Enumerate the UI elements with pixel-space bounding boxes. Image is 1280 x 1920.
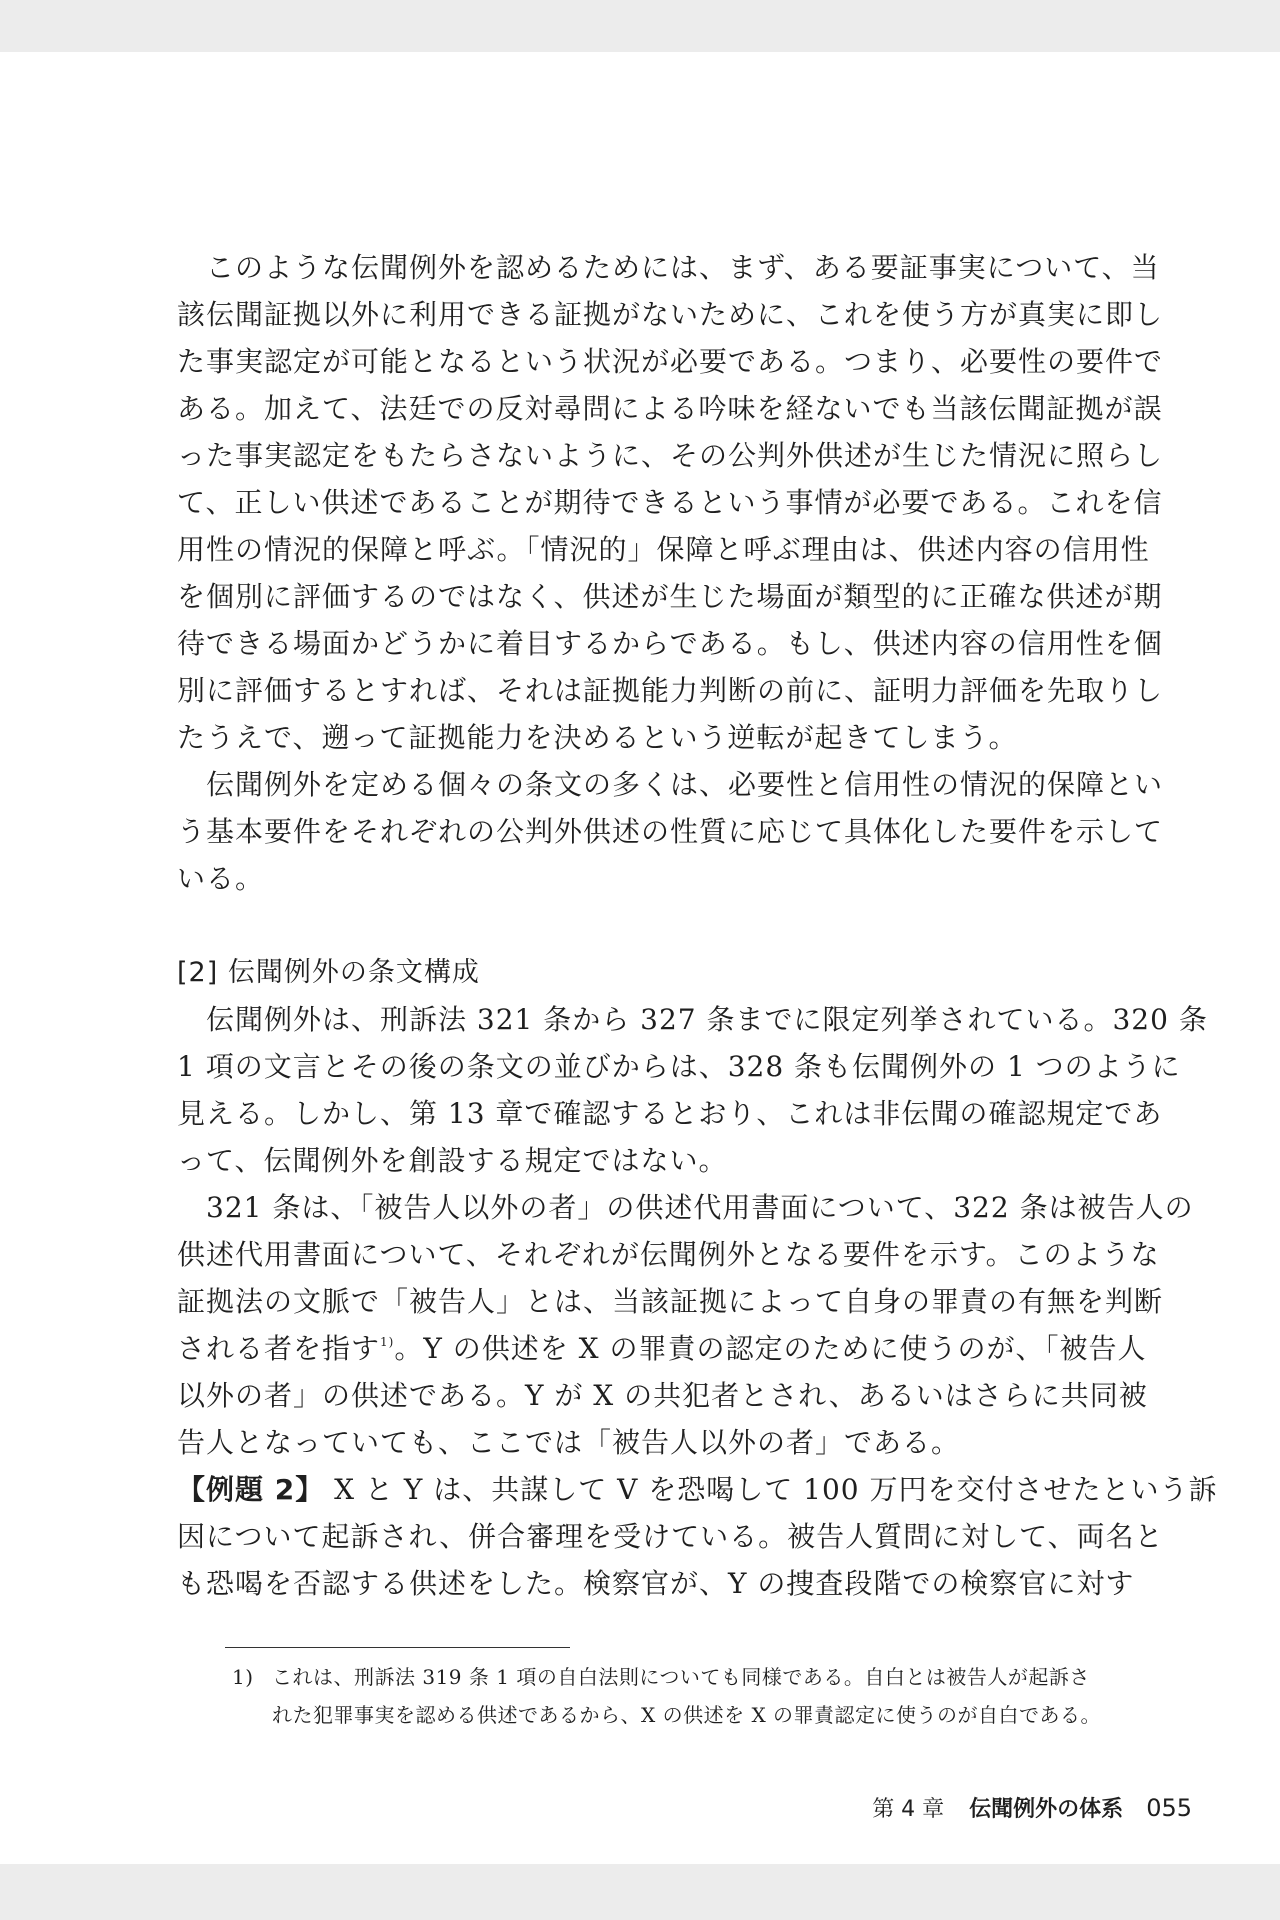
footnote-reference[interactable]: 1) [380,1335,395,1349]
text-line: 証拠法の文脈で「被告人」とは、当該証拠によって自身の罪責の有無を判断 [177,1285,1164,1318]
text-line: 用性の情況的保障と呼ぶ。「情況的」保障と呼ぶ理由は、供述内容の信用性 [177,533,1150,566]
text-line: も恐喝を否認する供述をした。検察官が、Y の捜査段階での検察官に対す [177,1567,1135,1600]
text-line: 以外の者」の供述である。Y が X の共犯者とされ、あるいはさらに共同被 [177,1379,1148,1412]
chapter-number: 第 4 章 [872,1797,945,1822]
footnote-first-line [232,1658,1137,1696]
example-problem [177,1466,1218,1607]
paragraph-defendant [177,1184,1194,1466]
section-spacer [177,902,1133,949]
text-line-with-footnote [177,1325,1147,1372]
example-first-line [177,1466,1218,1513]
text-line: 待できる場面かどうかに着目するからである。もし、供述内容の信用性を個 [177,627,1163,660]
paragraph-statutes [177,761,1164,902]
text-line: いる。 [177,862,265,895]
section-heading: [2] 伝聞例外の条文構成 [177,957,480,988]
text-line: を個別に評価するのではなく、供述が生じた場面が類型的に正確な供述が期 [177,580,1163,613]
text-line: 伝聞例外を定める個々の条文の多くは、必要性と信用性の情況的保障とい [177,768,1164,801]
text-segment: される者を指す [177,1332,381,1365]
chapter-title: 伝聞例外の体系 [969,1797,1124,1822]
paragraph-requirements [177,244,1164,761]
text-line: 告人となっていても、ここでは「被告人以外の者」である。 [177,1426,961,1459]
footnote-number: 1) [232,1665,254,1689]
text-line: 因について起訴され、併合審理を受けている。被告人質問に対して、両名と [177,1520,1164,1553]
text-line: 別に評価するとすれば、それは証拠能力判断の前に、証明力評価を先取りし [177,674,1164,707]
paragraph-enumeration [177,996,1208,1184]
footnote-text: これは、刑訴法 319 条 1 項の自白法則についても同様である。自白とは被告人が起訴さ [272,1665,1090,1689]
example-label: 【例題 2】 [177,1473,325,1506]
text-line: このような伝聞例外を認めるためには、まず、ある要証事実について、当 [177,251,1160,284]
text-line: たうえで、遡って証拠能力を決めるという逆転が起きてしまう。 [177,721,1018,754]
text-line: ある。加えて、法廷での反対尋問による吟味を経ないでも当該伝聞証拠が誤 [177,392,1163,425]
text-line: った事実認定をもたらさないように、その公判外供述が生じた情況に照らし [177,439,1164,472]
text-line: う基本要件をそれぞれの公判外供述の性質に応じて具体化した要件を示して [177,815,1164,848]
text-line: 見える。しかし、第 13 章で確認するとおり、これは非伝聞の確認規定であ [177,1097,1163,1130]
main-text [177,244,1218,1607]
page-number: 055 [1146,1794,1192,1822]
running-footer [872,1792,1192,1823]
book-page [0,52,1280,1864]
text-line: て、正しい供述であることが期待できるという事情が必要である。これを信 [177,486,1163,519]
text-line: 1 項の文言とその後の条文の並びからは、328 条も伝聞例外の 1 つのように [177,1050,1181,1083]
footnote [232,1658,1137,1734]
text-line: 321 条は、「被告人以外の者」の供述代用書面について、322 条は被告人の [177,1191,1194,1224]
text-segment: X と Y は、共謀して V を恐喝して 100 万円を交付させたという訴 [324,1473,1218,1506]
text-line: 該伝聞証拠以外に利用できる証拠がないために、これを使う方が真実に即し [177,298,1164,331]
text-segment: 。Y の供述を X の罪責の認定のために使うのが、「被告人 [394,1332,1147,1365]
text-line: って、伝聞例外を創設する規定ではない。 [177,1144,728,1177]
text-line: 伝聞例外は、刑訴法 321 条から 327 条までに限定列挙されている。320 条 [177,1003,1208,1036]
footnote-divider [225,1647,570,1648]
text-line: た事実認定が可能となるという状況が必要である。つまり、必要性の要件で [177,345,1164,378]
footnote-text: れた犯罪事実を認める供述であるから、X の供述を X の罪責認定に使うのが自白である。 [272,1703,1102,1727]
text-line: 供述代用書面について、それぞれが伝聞例外となる要件を示す。このような [177,1238,1160,1271]
